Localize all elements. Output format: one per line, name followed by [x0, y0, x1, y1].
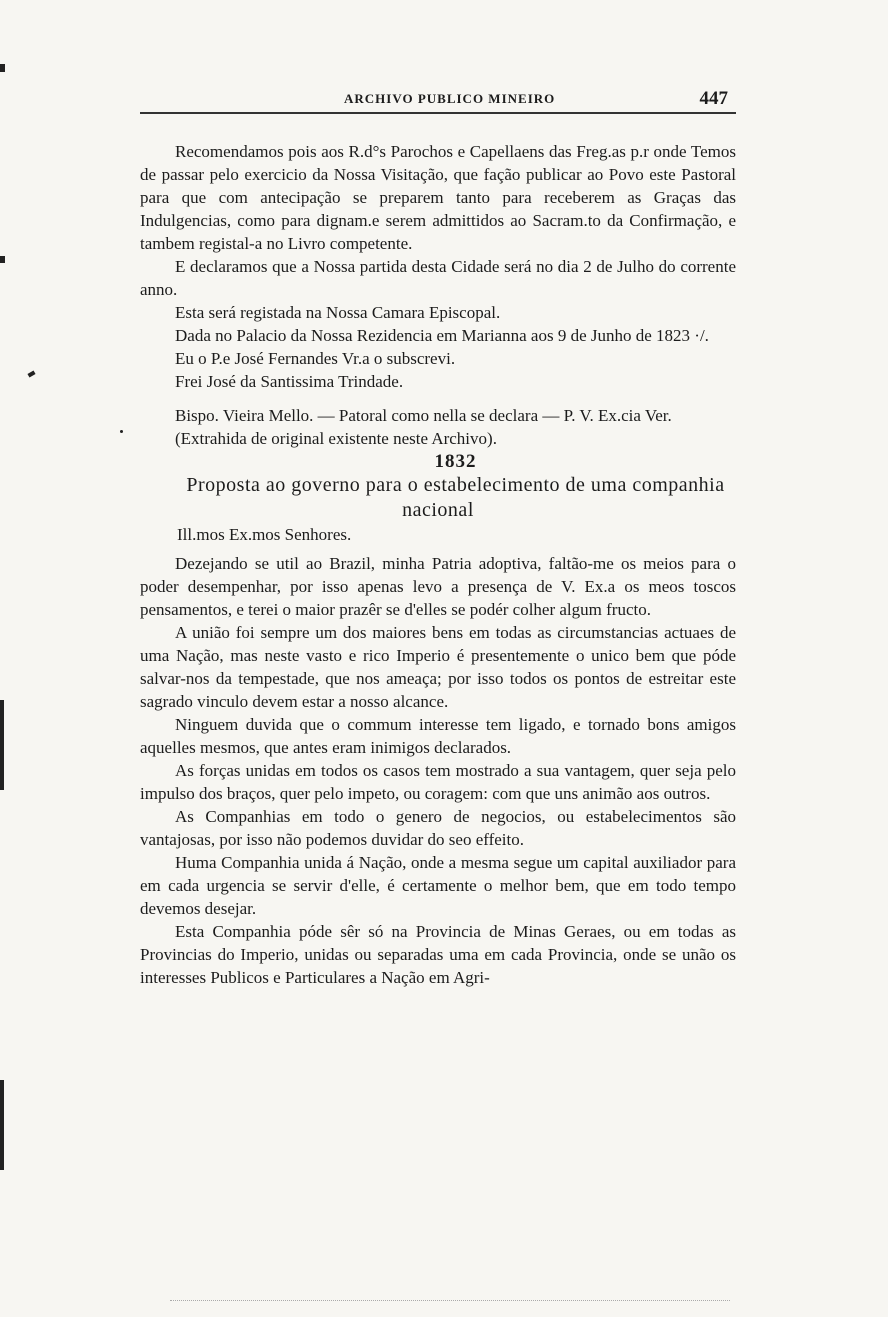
signature: Frei José da Santissima Trindade. — [175, 372, 404, 391]
scan-mark — [120, 430, 123, 433]
paragraph: Recomendamos pois aos R.d°s Parochos e Capellaens das Freg.as p.r onde Temos de passar pelo exercicio da Nossa Visitação, que fação publicar ao Povo este Pastoral para que com antecipação se preparem tanto para receberem as Graças das Indulgencias, como para dignam.e serem admittidos ao Sacram.to da Confirmação, e tambem registal-a no Livro competente. — [140, 142, 736, 253]
paragraph: Huma Companhia unida á Nação, onde a mesma segue um capital auxiliador para em cada urgencia se servir d'elle, é certamente o melhor bem, que em todo tempo devemos desejar. — [140, 853, 736, 918]
scan-mark — [0, 64, 5, 72]
paragraph: Dada no Palacio da Nossa Rezidencia em Marianna aos 9 de Junho de 1823 ·/. — [175, 326, 709, 345]
source-note: (Extrahida de original existente neste Archivo). — [175, 429, 497, 448]
paragraph: Esta será registada na Nossa Camara Episcopal. — [175, 303, 501, 322]
scan-mark — [27, 371, 35, 378]
paragraph: Bispo. Vieira Mello. — Patoral como nella se declara — P. V. Ex.cia Ver. — [175, 406, 672, 425]
scan-mark — [0, 1080, 4, 1170]
page-number: 447 — [699, 88, 728, 109]
paragraph: Esta Companhia póde sêr só na Provincia de Minas Geraes, ou em todas as Provincias do Imperio, unidas ou separadas uma em cada Provincia, onde se unão os interesses Publicos e Particulares a Nação em Agri- — [140, 922, 736, 987]
paragraph: A união foi sempre um dos maiores bens em todas as circumstancias actuaes de uma Nação, mas neste vasto e rico Imperio é presentemente o unico bem que póde salvar-nos da tempestade, que nos ameaça; por isso todos os pontos de estreitar este sagrado vinculo devem estar a nosso alcance. — [140, 623, 736, 711]
running-header — [140, 88, 736, 114]
body-text — [140, 140, 736, 989]
section-title: Proposta ao governo para o estabelecimento de uma companhia nacional — [186, 474, 725, 521]
footer-artifact — [170, 1300, 730, 1303]
paragraph: As Companhias em todo o genero de negocios, ou estabelecimentos são vantajosas, por isso não podemos duvidar do seo effeito. — [140, 807, 736, 849]
section-year: 1832 — [434, 451, 477, 472]
salutation: Ill.mos Ex.mos Senhores. — [177, 525, 352, 544]
paragraph: As forças unidas em todos os casos tem mostrado a sua vantagem, quer seja pelo impulso dos braços, quer pelo impeto, ou coragem: com que uns animão aos outros. — [140, 761, 736, 803]
running-title: ARCHIVO PUBLICO MINEIRO — [344, 91, 556, 106]
paragraph: Ninguem duvida que o commum interesse tem ligado, e tornado bons amigos aquelles mesmos, que antes eram inimigos declarados. — [140, 715, 736, 757]
paragraph: E declaramos que a Nossa partida desta Cidade será no dia 2 de Julho do corrente anno. — [140, 257, 736, 299]
paragraph: Eu o P.e José Fernandes Vr.a o subscrevi. — [175, 349, 456, 368]
paragraph: Dezejando se util ao Brazil, minha Patria adoptiva, faltão-me os meios para o poder desempenhar, por isso apenas levo a presença de V. Ex.a os meos toscos pensamentos, e terei o maior prazêr se d'elles se podér colher algum fructo. — [140, 554, 736, 619]
scan-mark — [0, 256, 5, 263]
scan-mark — [0, 700, 4, 790]
